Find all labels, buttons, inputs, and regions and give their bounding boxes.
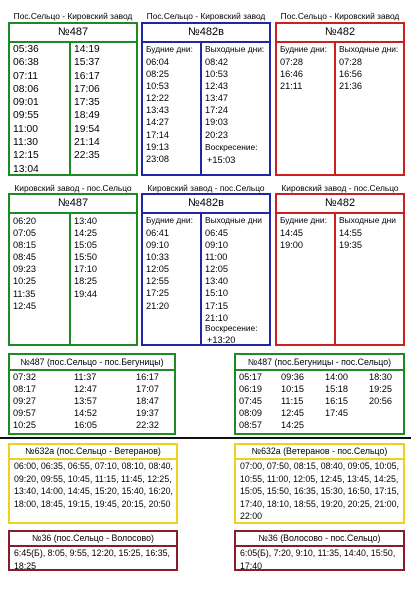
departures-col-4 bbox=[369, 371, 392, 407]
departures-col-1 bbox=[13, 215, 36, 312]
route-number: №482 bbox=[324, 26, 356, 38]
departure-time: 22:32 bbox=[136, 420, 159, 431]
departure-time: 19:03 bbox=[205, 117, 228, 128]
departure-time: 19:54 bbox=[74, 123, 100, 135]
departure-time: 13:04 bbox=[13, 163, 39, 175]
departure-time: 12:47 bbox=[74, 384, 97, 395]
departure-time: 20:56 bbox=[369, 396, 392, 407]
sunday-label: Воскресение: bbox=[205, 142, 258, 152]
weekend-departures bbox=[205, 227, 228, 324]
departure-time: 06:04 bbox=[146, 57, 169, 67]
departure-time: 21:11 bbox=[280, 81, 303, 92]
departure-time: 08:45 bbox=[13, 252, 36, 263]
departure-time: 16:05 bbox=[74, 420, 97, 431]
departure-time: 17:24 bbox=[205, 105, 228, 116]
title-487-to-seltso: Кировский завод - пос.Сельцо bbox=[14, 183, 132, 193]
departure-time: 06:45 bbox=[205, 228, 228, 238]
departure-time: 12:05 bbox=[205, 264, 228, 275]
route-title: №36 (пос.Сельцо - Волосово) bbox=[32, 533, 154, 543]
route-number: №487 bbox=[57, 26, 89, 38]
departure-time: 13:40 bbox=[74, 216, 97, 226]
departure-time: 07:05 bbox=[13, 228, 36, 239]
departure-time: 16:56 bbox=[339, 69, 362, 80]
departures-col-1 bbox=[239, 371, 262, 431]
schedule-36-volosovo-seltso bbox=[234, 530, 405, 571]
departure-time: 16:17 bbox=[74, 70, 100, 82]
departure-time: 07:45 bbox=[239, 396, 262, 407]
route-number: №482в bbox=[188, 197, 224, 209]
schedule-482v-to-kirovsky bbox=[141, 22, 271, 176]
departure-time: 14:25 bbox=[281, 420, 304, 431]
weekend-label: Выходные дни: bbox=[339, 44, 399, 54]
departure-time: 10:25 bbox=[13, 276, 36, 287]
departures-text: 07:00, 07:50, 08:15, 08:40, 09:05, 10:05, 10:55, 11:00, 12:05, 12:45, 13:45, 14:25, 15:05, 15:50, 16:35, 15:30, 16:50, 17:15, 17:40, 18:10, 18:55, 19:20, 20:25, 21:00, 22:00 bbox=[240, 461, 399, 522]
departure-time: 18:49 bbox=[74, 110, 100, 122]
route-title: №487 (пос.Бегуницы - пос.Сельцо) bbox=[247, 357, 392, 367]
departure-time: 09:36 bbox=[281, 372, 304, 382]
departure-time: 09:23 bbox=[13, 264, 36, 275]
weekday-departures bbox=[280, 56, 303, 92]
departures-text: 6:45(Б), 8:05, 9:55, 12:20, 15:25, 16:35, 18:25 bbox=[14, 548, 170, 571]
departure-time: 17:10 bbox=[74, 264, 97, 275]
departure-time: 15:05 bbox=[74, 240, 97, 251]
departure-time: 17:25 bbox=[146, 288, 169, 299]
departures-text: 6:05(Б), 7:20, 9:10, 11:35, 14:40, 15:50, 17:40 bbox=[240, 548, 396, 571]
sunday-extra: +15:03 bbox=[207, 155, 236, 165]
departures-col-2 bbox=[281, 371, 304, 431]
departures-col-2 bbox=[74, 43, 100, 163]
route-number: №482в bbox=[188, 26, 224, 38]
departure-time: 07:28 bbox=[280, 57, 303, 67]
departure-time: 11:30 bbox=[13, 137, 39, 149]
departure-time: 19:44 bbox=[74, 288, 97, 299]
departure-time: 09:57 bbox=[13, 408, 36, 419]
departure-time: 23:08 bbox=[146, 153, 169, 164]
departure-time: 17:06 bbox=[74, 83, 100, 95]
departure-time: 06:19 bbox=[239, 384, 262, 395]
departure-time: 07:32 bbox=[13, 372, 36, 382]
departure-time: 14:52 bbox=[74, 408, 97, 419]
departure-time: 08:06 bbox=[13, 83, 39, 95]
departure-time: 09:27 bbox=[13, 396, 36, 407]
departure-time: 22:35 bbox=[74, 150, 100, 162]
departure-time: 19:25 bbox=[369, 384, 392, 395]
departure-time: 08:17 bbox=[13, 384, 36, 395]
weekend-departures bbox=[339, 56, 362, 92]
schedule-487-to-kirovsky bbox=[8, 22, 138, 176]
departure-time: 21:20 bbox=[146, 300, 169, 311]
route-number: №487 bbox=[57, 197, 89, 209]
departure-time: 11:00 bbox=[13, 123, 39, 135]
departure-time: 06:20 bbox=[13, 216, 36, 226]
route-title: №632а (пос.Сельцо - Ветеранов) bbox=[25, 446, 161, 456]
schedule-482-to-seltso bbox=[275, 193, 405, 346]
departure-time: 16:15 bbox=[325, 396, 348, 407]
title-487-to-kirovsky: Пос.Сельцо - Кировский завод bbox=[13, 11, 133, 21]
departure-time: 17:15 bbox=[205, 300, 228, 311]
departure-time: 15:37 bbox=[74, 57, 100, 69]
departure-time: 11:35 bbox=[13, 288, 36, 299]
weekday-label: Будние дни: bbox=[146, 215, 193, 225]
departure-time: 10:53 bbox=[205, 69, 228, 80]
schedule-482v-to-seltso bbox=[141, 193, 271, 346]
departure-time: 15:50 bbox=[74, 252, 97, 263]
departure-time: 12:43 bbox=[205, 81, 228, 92]
departure-time: 12:22 bbox=[146, 93, 169, 104]
departure-time: 21:14 bbox=[74, 137, 100, 149]
schedule-487-seltso-begunitsy bbox=[8, 353, 176, 435]
departure-time: 08:42 bbox=[205, 57, 228, 67]
departure-time: 13:43 bbox=[146, 105, 169, 116]
departures-col-1 bbox=[13, 43, 39, 176]
weekday-departures bbox=[146, 56, 169, 165]
departure-time: 21:10 bbox=[205, 312, 228, 323]
departures-col-3 bbox=[136, 371, 159, 431]
sunday-label: Воскресение: bbox=[205, 323, 258, 333]
departure-time: 11:00 bbox=[205, 252, 228, 263]
title-482v-to-kirovsky: Пос.Сельцо - Кировский завод bbox=[146, 11, 266, 21]
departure-time: 18:30 bbox=[369, 372, 392, 382]
departure-time: 14:00 bbox=[325, 372, 348, 382]
departure-time: 07:11 bbox=[13, 70, 39, 82]
departure-time: 08:15 bbox=[13, 240, 36, 251]
weekend-departures bbox=[339, 227, 362, 251]
departure-time: 17:35 bbox=[74, 97, 100, 109]
departure-time: 12:15 bbox=[13, 150, 39, 162]
route-number: №482 bbox=[324, 197, 356, 209]
departure-time: 08:09 bbox=[239, 408, 262, 419]
departure-time: 09:55 bbox=[13, 110, 39, 122]
departure-time: 13:57 bbox=[74, 396, 97, 407]
departure-time: 19:35 bbox=[339, 240, 362, 251]
schedule-632a-seltso-veteranov bbox=[8, 443, 178, 524]
weekday-label: Будние дни: bbox=[280, 44, 327, 54]
title-482-to-kirovsky: Пос.Сельцо - Кировский завод bbox=[280, 11, 400, 21]
title-482-to-seltso: Кировский завод - пос.Сельцо bbox=[281, 183, 399, 193]
weekend-label: Выходные дни bbox=[205, 215, 262, 225]
departure-time: 09:10 bbox=[146, 240, 169, 251]
departure-time: 19:37 bbox=[136, 408, 159, 419]
departure-time: 13:47 bbox=[205, 93, 228, 104]
departure-time: 10:25 bbox=[13, 420, 36, 431]
departure-time: 14:19 bbox=[74, 44, 100, 55]
departure-time: 12:55 bbox=[146, 276, 169, 287]
departure-time: 20:23 bbox=[205, 129, 228, 140]
departure-time: 18:47 bbox=[136, 396, 159, 407]
departure-time: 15:18 bbox=[325, 384, 348, 395]
weekday-label: Будние дни: bbox=[280, 215, 327, 225]
departure-time: 19:00 bbox=[280, 240, 303, 251]
departure-time: 05:36 bbox=[13, 44, 39, 55]
departure-time: 10:33 bbox=[146, 252, 169, 263]
title-482v-to-seltso: Кировский завод - пос.Сельцо bbox=[147, 183, 265, 193]
departure-time: 11:37 bbox=[74, 372, 97, 382]
weekday-departures bbox=[280, 227, 303, 251]
departure-time: 16:17 bbox=[136, 372, 159, 382]
departure-time: 14:27 bbox=[146, 117, 169, 128]
departure-time: 06:38 bbox=[13, 57, 39, 69]
weekend-label: Выходные дни: bbox=[205, 44, 265, 54]
schedule-487-to-seltso bbox=[8, 193, 138, 346]
departures-col-2 bbox=[74, 371, 97, 431]
schedule-482-to-kirovsky bbox=[275, 22, 405, 176]
departures-col-3 bbox=[325, 371, 348, 419]
departure-time: 19:13 bbox=[146, 141, 169, 152]
departure-time: 08:25 bbox=[146, 69, 169, 80]
schedule-36-seltso-volosovo bbox=[8, 530, 178, 571]
departure-time: 10:53 bbox=[146, 81, 169, 92]
schedule-487-begunitsy-seltso bbox=[234, 353, 405, 435]
departure-time: 05:17 bbox=[239, 372, 262, 382]
departure-time: 09:10 bbox=[205, 240, 228, 251]
departure-time: 15:10 bbox=[205, 288, 228, 299]
departure-time: 10:15 bbox=[281, 384, 304, 395]
section-divider bbox=[0, 437, 411, 439]
route-title: №487 (пос.Сельцо - пос.Бегуницы) bbox=[20, 357, 164, 367]
departure-time: 14:45 bbox=[280, 228, 303, 238]
departure-time: 16:46 bbox=[280, 69, 303, 80]
departure-time: 21:36 bbox=[339, 81, 362, 92]
departure-time: 12:45 bbox=[281, 408, 304, 419]
departures-col-1 bbox=[13, 371, 36, 431]
departure-time: 09:01 bbox=[13, 97, 39, 109]
departure-time: 14:25 bbox=[74, 228, 97, 239]
departure-time: 12:05 bbox=[146, 264, 169, 275]
weekday-label: Будние дни: bbox=[146, 44, 193, 54]
route-title: №632а (Ветеранов - пос.Сельцо) bbox=[251, 446, 388, 456]
departure-time: 17:45 bbox=[325, 408, 348, 419]
sunday-extra: +13:20 bbox=[207, 335, 236, 345]
departure-time: 14:55 bbox=[339, 228, 362, 238]
departure-time: 06:41 bbox=[146, 228, 169, 238]
departure-time: 12:45 bbox=[13, 300, 36, 311]
departure-time: 11:15 bbox=[281, 396, 304, 407]
departure-time: 08:57 bbox=[239, 420, 262, 431]
departures-col-2 bbox=[74, 215, 97, 300]
route-title: №36 (Волосово - пос.Сельцо) bbox=[258, 533, 381, 543]
departure-time: 17:14 bbox=[146, 129, 169, 140]
departure-time: 18:25 bbox=[74, 276, 97, 287]
departures-text: 06:00, 06:35, 06:55, 07:10, 08:10, 08:40, 09:20, 09:55, 10:45, 11:15, 11:45, 12:25, 13:40, 14:00, 14:45, 15:20, 15:40, 16:20, 18:00, 18:45, 19:15, 19:45, 20:15, 20:50 bbox=[14, 461, 173, 509]
schedule-632a-veteranov-seltso bbox=[234, 443, 405, 524]
departure-time: 17:07 bbox=[136, 384, 159, 395]
weekend-departures bbox=[205, 56, 228, 141]
departure-time: 07:28 bbox=[339, 57, 362, 67]
weekday-departures bbox=[146, 227, 169, 312]
weekend-label: Выходные дни bbox=[339, 215, 396, 225]
departure-time: 13:40 bbox=[205, 276, 228, 287]
